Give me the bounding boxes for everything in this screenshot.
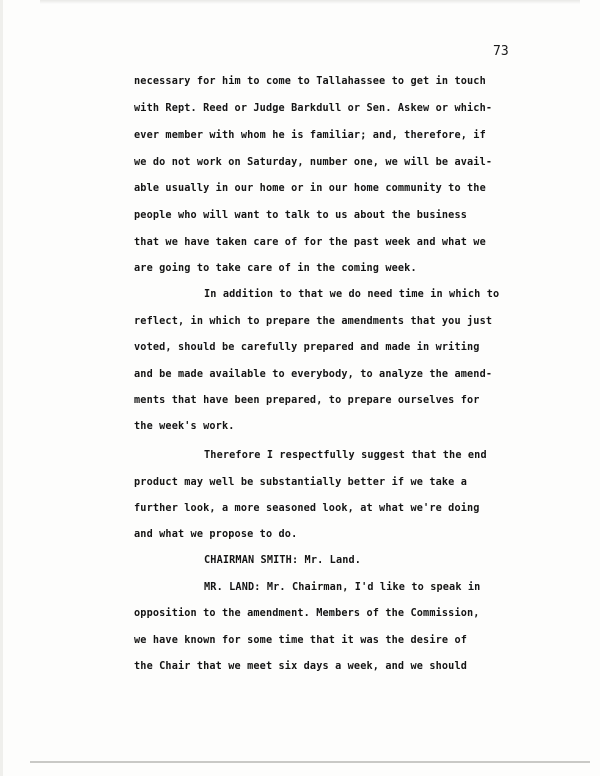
text-line: we have known for some time that it was the desire of	[134, 635, 468, 646]
text-line: and be made available to everybody, to analyze the amend-	[134, 369, 493, 380]
text-line: voted, should be carefully prepared and made in writing	[134, 342, 480, 353]
scan-edge-bottom	[30, 761, 590, 763]
text-line: the Chair that we meet six days a week, and we should	[134, 661, 468, 672]
text-line: able usually in our home or in our home community to the	[134, 183, 486, 194]
text-line: necessary for him to come to Tallahassee to get in touch	[134, 76, 486, 87]
page-number: 73	[493, 44, 509, 59]
scan-edge-top	[40, 0, 580, 4]
speaker-line: CHAIRMAN SMITH: Mr. Land.	[204, 555, 362, 566]
text-line: product may well be substantially better if we take a	[134, 477, 468, 488]
text-line: ever member with whom he is familiar; and, therefore, if	[134, 130, 486, 141]
text-line: with Rept. Reed or Judge Barkdull or Sen. Askew or which-	[134, 103, 493, 114]
paragraph-first-line: In addition to that we do need time in which to	[204, 289, 500, 300]
text-line: people who will want to talk to us about the business	[134, 210, 468, 221]
text-line: further look, a more seasoned look, at what we're doing	[134, 503, 480, 514]
text-line: and what we propose to do.	[134, 529, 298, 540]
text-line: ments that have been prepared, to prepare ourselves for	[134, 395, 480, 406]
text-line: the week's work.	[134, 421, 235, 432]
scan-edge-left	[0, 0, 3, 776]
text-line: that we have taken care of for the past week and what we	[134, 237, 486, 248]
text-line: opposition to the amendment. Members of the Commission,	[134, 608, 480, 619]
paragraph-first-line: Therefore I respectfully suggest that the end	[204, 450, 487, 461]
speaker-line: MR. LAND: Mr. Chairman, I'd like to speak in	[204, 582, 481, 593]
text-line: are going to take care of in the coming week.	[134, 263, 417, 274]
text-line: we do not work on Saturday, number one, we will be avail-	[134, 157, 493, 168]
text-line: reflect, in which to prepare the amendments that you just	[134, 316, 493, 327]
